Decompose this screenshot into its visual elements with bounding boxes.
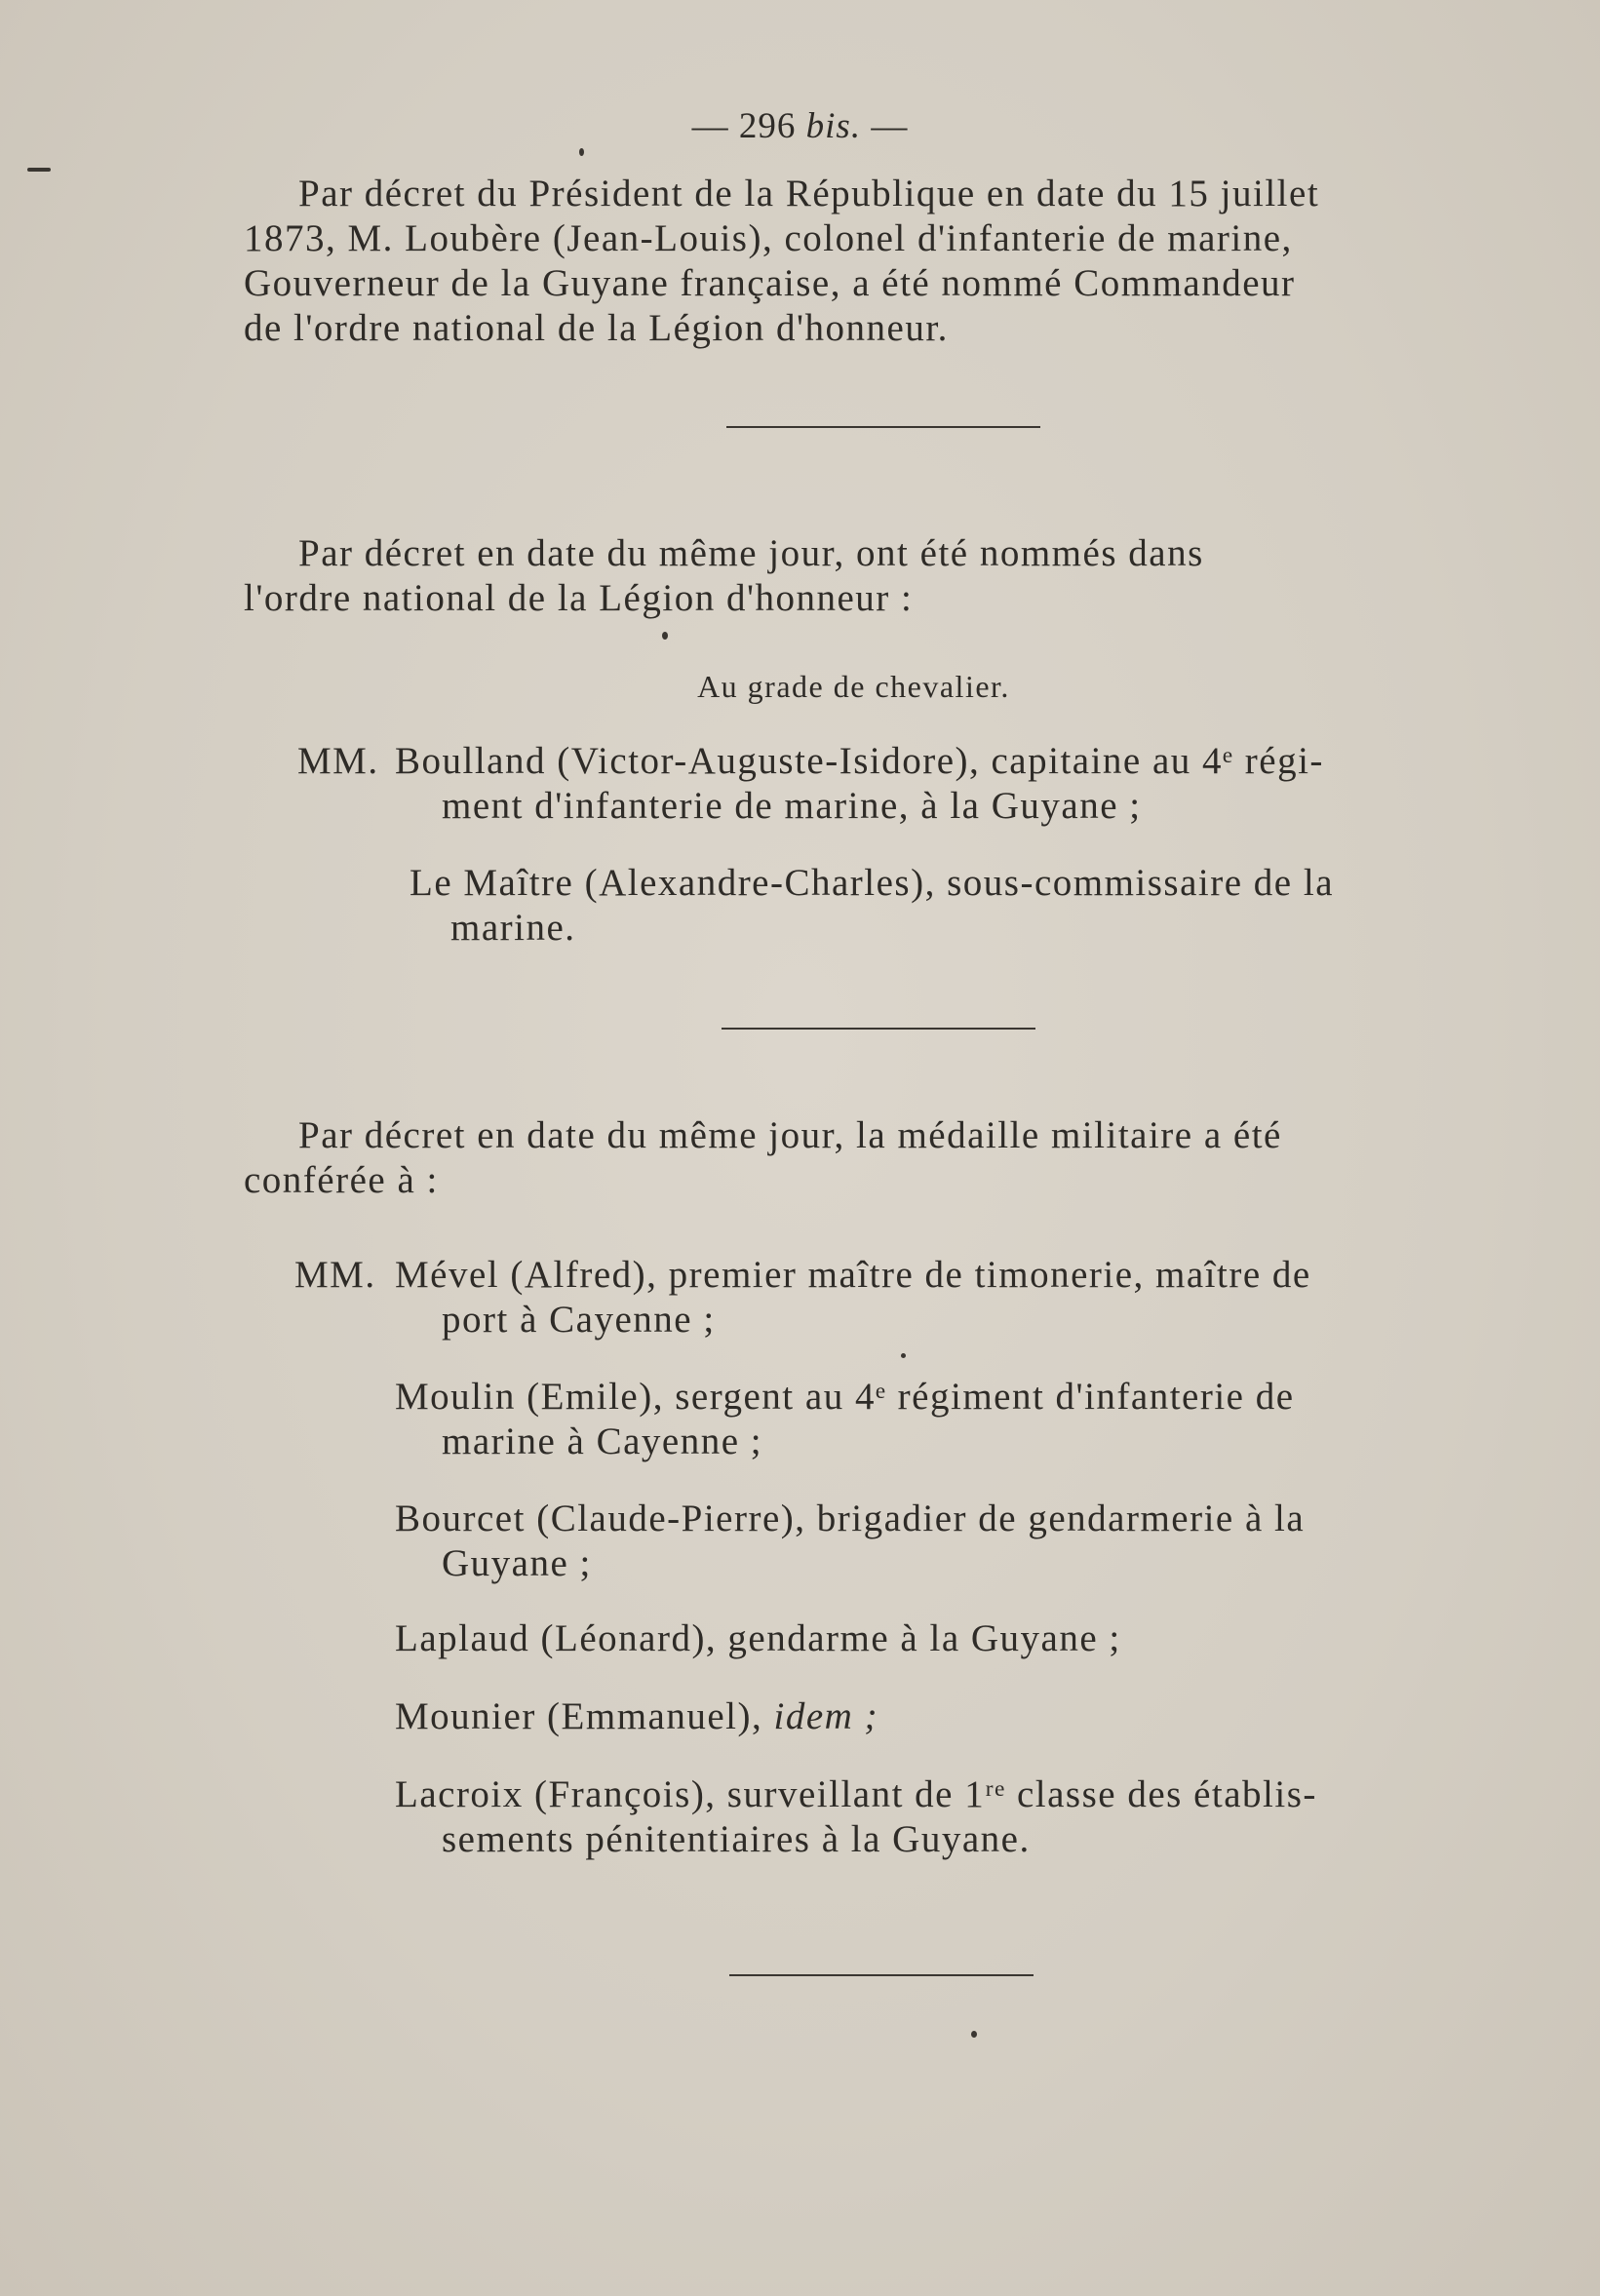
recipient-line: marine à Cayenne ;	[442, 1420, 763, 1462]
scan-mark	[662, 632, 668, 640]
decree-1-line: 1873, M. Loubère (Jean-Louis), colonel d'infanterie de marine,	[244, 217, 1293, 259]
decree-1-line: de l'ordre national de la Légion d'honneur.	[244, 307, 949, 349]
recipient-line: marine.	[450, 907, 576, 949]
recipient-line: Guyane ;	[442, 1542, 592, 1584]
page-suffix: bis.	[805, 106, 862, 146]
mm-prefix: MM.	[294, 1254, 376, 1296]
recipient-line: Mounier (Emmanuel),	[395, 1695, 774, 1737]
recipient-entry	[395, 1497, 1516, 1586]
scan-mark	[27, 168, 51, 172]
section-divider	[722, 1028, 1035, 1030]
decree-1-line: Par décret du Président de la République en date du 15 juillet	[298, 173, 1320, 214]
recipient-entry	[395, 1616, 1516, 1661]
recipient-line: Mével (Alfred), premier maître de timonerie, maître de	[395, 1254, 1311, 1296]
decree-1-paragraph	[244, 172, 1516, 351]
recipient-line: Lacroix (François), surveillant de 1ʳᵉ classe des établis-	[395, 1773, 1317, 1815]
section-divider	[726, 426, 1040, 428]
decree-3-paragraph	[244, 1113, 1516, 1203]
recipient-line: Le Maître (Alexandre-Charles), sous-commissaire de la	[410, 862, 1335, 904]
scan-mark	[579, 148, 584, 156]
recipient-entry	[395, 1253, 1516, 1343]
recipient-entry	[410, 861, 1516, 951]
recipient-line: Laplaud (Léonard), gendarme à la Guyane ;	[395, 1617, 1121, 1659]
page-header: — 296 bis. —	[691, 106, 909, 146]
decree-1-line: Gouverneur de la Guyane française, a été nommé Commandeur	[244, 262, 1296, 304]
recipient-entry	[395, 1772, 1516, 1862]
grade-heading: Au grade de chevalier.	[697, 669, 1010, 704]
scan-mark	[971, 2031, 977, 2038]
recipient-line: sements pénitentiaires à la Guyane.	[442, 1818, 1031, 1860]
decree-3-line: Par décret en date du même jour, la médaille militaire a été	[298, 1114, 1282, 1156]
mm-prefix: MM.	[297, 740, 379, 782]
recipient-line-italic: idem ;	[773, 1695, 879, 1737]
recipient-entry	[395, 1694, 1516, 1739]
decree-3-line: conférée à :	[244, 1159, 439, 1201]
section-divider	[729, 1974, 1034, 1976]
recipient-line: Boulland (Victor-Auguste-Isidore), capitaine au 4ᵉ régi-	[395, 740, 1324, 782]
decree-2-paragraph	[244, 531, 1516, 621]
scan-mark	[901, 1353, 906, 1358]
decree-2-line: Par décret en date du même jour, ont été nommés dans	[298, 532, 1204, 574]
recipient-line: Moulin (Emile), sergent au 4ᵉ régiment d'infanterie de	[395, 1376, 1295, 1418]
recipient-entry	[395, 739, 1516, 829]
recipient-entry	[395, 1375, 1516, 1464]
recipient-line: ment d'infanterie de marine, à la Guyane ;	[442, 785, 1142, 827]
decree-2-line: l'ordre national de la Légion d'honneur :	[244, 577, 914, 619]
page-number: 296	[738, 106, 797, 146]
recipient-line: port à Cayenne ;	[442, 1299, 716, 1341]
recipient-line: Bourcet (Claude-Pierre), brigadier de gendarmerie à la	[395, 1498, 1306, 1539]
